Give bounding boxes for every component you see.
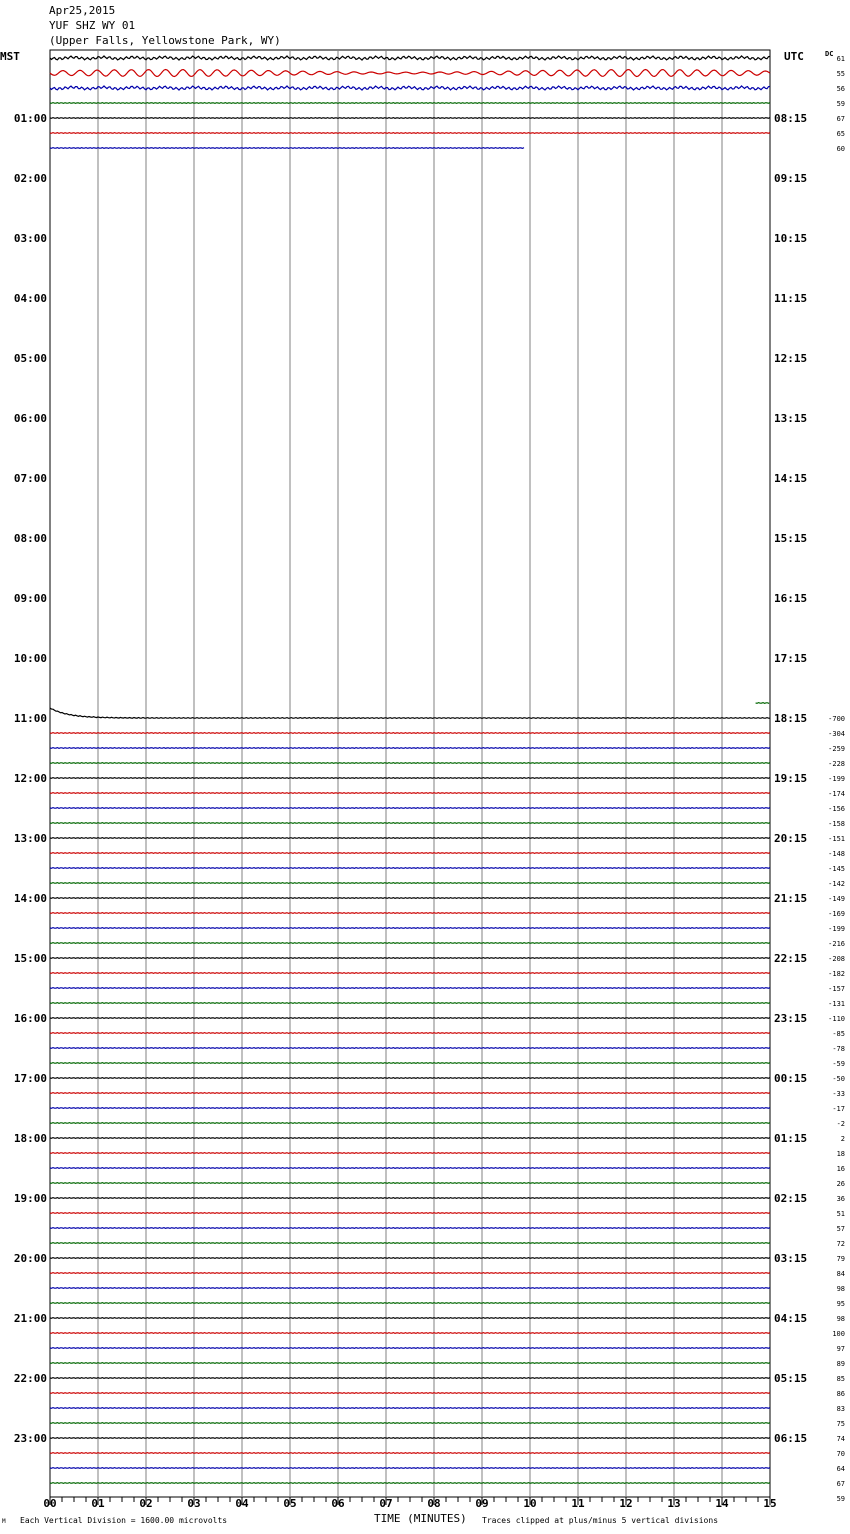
dc-label: DC [825, 50, 834, 58]
dc-offset-label: -174 [828, 790, 845, 798]
dc-offset-label: -131 [828, 1000, 845, 1008]
trace-row-86 [50, 1348, 770, 1349]
chart-station: YUF SHZ WY 01 [49, 19, 136, 32]
dc-offset-label: -700 [828, 715, 845, 723]
trace-row-47 [50, 763, 770, 764]
x-tick-label: 08 [427, 1497, 441, 1510]
x-tick-label: 15 [763, 1497, 777, 1510]
dc-offset-label: -50 [832, 1075, 845, 1083]
right-hour-label: 19:15 [774, 772, 808, 785]
dc-offset-label: -33 [832, 1090, 845, 1098]
trace-row-94 [50, 1468, 770, 1469]
dc-offset-label: -182 [828, 970, 845, 978]
clip-note: Traces clipped at plus/minus 5 vertical divisions [482, 1516, 719, 1525]
right-hour-label: 10:15 [774, 232, 808, 245]
trace-row-75 [50, 1183, 770, 1184]
left-hour-label: 07:00 [13, 472, 47, 485]
right-hour-label: 03:15 [774, 1252, 808, 1265]
trace-row-61 [50, 973, 770, 974]
trace-row-84 [50, 1318, 770, 1319]
trace-row-55 [50, 883, 770, 884]
trace-row-60 [50, 958, 770, 959]
x-tick-label: 00 [43, 1497, 57, 1510]
left-hour-label: 03:00 [13, 232, 47, 245]
dc-offset-label: -157 [828, 985, 845, 993]
right-hour-label: 04:15 [774, 1312, 808, 1325]
dc-offset-label: -228 [828, 760, 845, 768]
right-hour-label: 13:15 [774, 412, 808, 425]
left-timezone: MST [0, 50, 20, 63]
corner-mark: M [2, 1518, 6, 1525]
trace-row-70 [50, 1108, 770, 1109]
dc-offset-label: -149 [828, 895, 845, 903]
trace-row-46 [50, 748, 770, 749]
dc-offset-label: 2 [840, 1135, 845, 1143]
trace-row-58 [50, 928, 770, 929]
trace-row-3 [50, 103, 770, 104]
dc-offset-label: 74 [836, 1435, 845, 1443]
trace-row-72 [50, 1138, 770, 1139]
dc-offset-label: 70 [836, 1450, 845, 1458]
left-hour-label: 05:00 [13, 352, 47, 365]
dc-offset-label: 89 [836, 1360, 845, 1368]
trace-row-73 [50, 1153, 770, 1154]
right-hour-label: 01:15 [774, 1132, 808, 1145]
trace-row-1 [50, 70, 770, 77]
right-hour-label: 17:15 [774, 652, 808, 665]
left-hour-label: 23:00 [13, 1432, 47, 1445]
trace-row-56 [50, 898, 770, 899]
dc-offset-label: 72 [836, 1240, 845, 1248]
trace-row-79 [50, 1243, 770, 1244]
trace-row-48 [50, 778, 770, 779]
dc-offset-label: 18 [836, 1150, 845, 1158]
trace-row-78 [50, 1228, 770, 1229]
right-hour-label: 22:15 [774, 952, 808, 965]
right-timezone: UTC [784, 50, 804, 63]
trace-row-83 [50, 1303, 770, 1304]
dc-offset-label: -2 [836, 1120, 845, 1128]
dc-offset-label: -169 [828, 910, 845, 918]
trace-row-91 [50, 1423, 770, 1424]
right-hour-label: 14:15 [774, 472, 808, 485]
trace-row-51 [50, 823, 770, 824]
trace-row-74 [50, 1168, 770, 1169]
dc-offset-label: 16 [836, 1165, 845, 1173]
left-hour-label: 13:00 [13, 832, 47, 845]
trace-row-88 [50, 1378, 770, 1379]
left-hour-label: 18:00 [13, 1132, 47, 1145]
right-hour-label: 05:15 [774, 1372, 808, 1385]
dc-offset-label: -145 [828, 865, 845, 873]
dc-offset-label: -216 [828, 940, 845, 948]
dc-offset-label: -148 [828, 850, 845, 858]
x-tick-label: 07 [379, 1497, 393, 1510]
left-hour-label: 14:00 [13, 892, 47, 905]
trace-row-62 [50, 988, 770, 989]
x-tick-label: 13 [667, 1497, 681, 1510]
trace-row-44 [50, 708, 770, 718]
trace-row-80 [50, 1258, 770, 1259]
left-hour-label: 20:00 [13, 1252, 47, 1265]
x-tick-label: 06 [331, 1497, 345, 1510]
trace-row-76 [50, 1198, 770, 1199]
dc-offset-label: 55 [836, 70, 845, 78]
trace-row-90 [50, 1408, 770, 1409]
x-tick-label: 04 [235, 1497, 249, 1510]
left-hour-label: 22:00 [13, 1372, 47, 1385]
trace-row-45 [50, 733, 770, 734]
x-tick-label: 02 [139, 1497, 153, 1510]
dc-offset-label: 56 [836, 85, 845, 93]
right-hour-label: 16:15 [774, 592, 808, 605]
trace-row-69 [50, 1093, 770, 1094]
dc-offset-label: -59 [832, 1060, 845, 1068]
trace-row-95 [50, 1483, 770, 1484]
trace-row-5 [50, 133, 770, 134]
trace-row-59 [50, 943, 770, 944]
dc-offset-label: 85 [836, 1375, 845, 1383]
trace-row-0 [50, 56, 770, 60]
trace-row-68 [50, 1078, 770, 1079]
dc-offset-label: -259 [828, 745, 845, 753]
right-hour-label: 12:15 [774, 352, 808, 365]
left-hour-label: 12:00 [13, 772, 47, 785]
left-hour-label: 17:00 [13, 1072, 47, 1085]
left-hour-label: 01:00 [13, 112, 47, 125]
dc-offset-label: -142 [828, 880, 845, 888]
dc-offset-label: 61 [836, 55, 845, 63]
dc-offset-label: -158 [828, 820, 845, 828]
trace-row-52 [50, 838, 770, 839]
x-tick-label: 03 [187, 1497, 201, 1510]
trace-row-53 [50, 853, 770, 854]
x-axis-label: TIME (MINUTES) [374, 1512, 467, 1525]
x-tick-label: 11 [571, 1497, 585, 1510]
right-hour-label: 00:15 [774, 1072, 808, 1085]
trace-row-67 [50, 1063, 770, 1064]
dc-offset-label: -156 [828, 805, 845, 813]
dc-offset-label: -151 [828, 835, 845, 843]
trace-row-71 [50, 1123, 770, 1124]
left-hour-label: 08:00 [13, 532, 47, 545]
trace-row-87 [50, 1363, 770, 1364]
chart-location: (Upper Falls, Yellowstone Park, WY) [49, 34, 281, 47]
trace-row-85 [50, 1333, 770, 1334]
x-tick-label: 10 [523, 1497, 537, 1510]
dc-offset-label: -304 [828, 730, 845, 738]
dc-offset-label: 65 [836, 130, 845, 138]
right-hour-label: 20:15 [774, 832, 808, 845]
dc-offset-label: 57 [836, 1225, 845, 1233]
dc-offset-label: 98 [836, 1285, 845, 1293]
right-hour-label: 23:15 [774, 1012, 808, 1025]
left-hour-label: 04:00 [13, 292, 47, 305]
right-hour-label: 08:15 [774, 112, 808, 125]
left-hour-label: 09:00 [13, 592, 47, 605]
dc-offset-label: -110 [828, 1015, 845, 1023]
trace-row-57 [50, 913, 770, 914]
trace-row-89 [50, 1393, 770, 1394]
dc-offset-label: -199 [828, 925, 845, 933]
right-hour-label: 11:15 [774, 292, 808, 305]
dc-offset-label: -208 [828, 955, 845, 963]
right-hour-label: 02:15 [774, 1192, 808, 1205]
dc-offset-label: 84 [836, 1270, 845, 1278]
trace-row-65 [50, 1033, 770, 1034]
trace-row-4 [50, 118, 770, 119]
x-tick-label: 05 [283, 1497, 297, 1510]
trace-row-82 [50, 1288, 770, 1289]
dc-offset-label: 59 [836, 1495, 845, 1503]
dc-offset-label: 75 [836, 1420, 845, 1428]
trace-row-49 [50, 793, 770, 794]
dc-offset-label: 98 [836, 1315, 845, 1323]
trace-row-54 [50, 868, 770, 869]
scale-note: Each Vertical Division = 1600.00 microvolts [20, 1516, 228, 1525]
right-hour-label: 21:15 [774, 892, 808, 905]
trace-row-63 [50, 1003, 770, 1004]
dc-offset-label: 59 [836, 100, 845, 108]
left-hour-label: 10:00 [13, 652, 47, 665]
x-tick-label: 14 [715, 1497, 729, 1510]
trace-row-93 [50, 1453, 770, 1454]
left-hour-label: 21:00 [13, 1312, 47, 1325]
trace-row-2 [50, 86, 770, 90]
left-hour-label: 11:00 [13, 712, 47, 725]
trace-row-6 [50, 148, 524, 149]
dc-offset-label: -17 [832, 1105, 845, 1113]
x-tick-label: 09 [475, 1497, 489, 1510]
right-hour-label: 15:15 [774, 532, 808, 545]
dc-offset-label: 67 [836, 115, 845, 123]
plot-frame [50, 50, 770, 1497]
dc-offset-label: 100 [832, 1330, 845, 1338]
dc-offset-label: 86 [836, 1390, 845, 1398]
chart-date: Apr25,2015 [49, 4, 116, 17]
dc-offset-label: 95 [836, 1300, 845, 1308]
x-tick-label: 01 [91, 1497, 105, 1510]
trace-row-43 [756, 703, 770, 704]
left-hour-label: 15:00 [13, 952, 47, 965]
dc-offset-label: 51 [836, 1210, 845, 1218]
right-hour-label: 09:15 [774, 172, 808, 185]
dc-offset-label: 64 [836, 1465, 845, 1473]
trace-row-66 [50, 1048, 770, 1049]
left-hour-label: 19:00 [13, 1192, 47, 1205]
dc-offset-label: 67 [836, 1480, 845, 1488]
dc-offset-label: 83 [836, 1405, 845, 1413]
dc-offset-label: -78 [832, 1045, 845, 1053]
x-tick-label: 12 [619, 1497, 633, 1510]
trace-row-64 [50, 1018, 770, 1019]
dc-offset-label: -85 [832, 1030, 845, 1038]
right-hour-label: 06:15 [774, 1432, 808, 1445]
trace-row-50 [50, 808, 770, 809]
trace-row-81 [50, 1273, 770, 1274]
dc-offset-label: 97 [836, 1345, 845, 1353]
right-hour-label: 18:15 [774, 712, 808, 725]
dc-offset-label: -199 [828, 775, 845, 783]
dc-offset-label: 79 [836, 1255, 845, 1263]
dc-offset-label: 26 [836, 1180, 845, 1188]
left-hour-label: 02:00 [13, 172, 47, 185]
trace-row-77 [50, 1213, 770, 1214]
left-hour-label: 06:00 [13, 412, 47, 425]
dc-offset-label: 36 [836, 1195, 845, 1203]
dc-offset-label: 60 [836, 145, 845, 153]
left-hour-label: 16:00 [13, 1012, 47, 1025]
trace-row-92 [50, 1438, 770, 1439]
